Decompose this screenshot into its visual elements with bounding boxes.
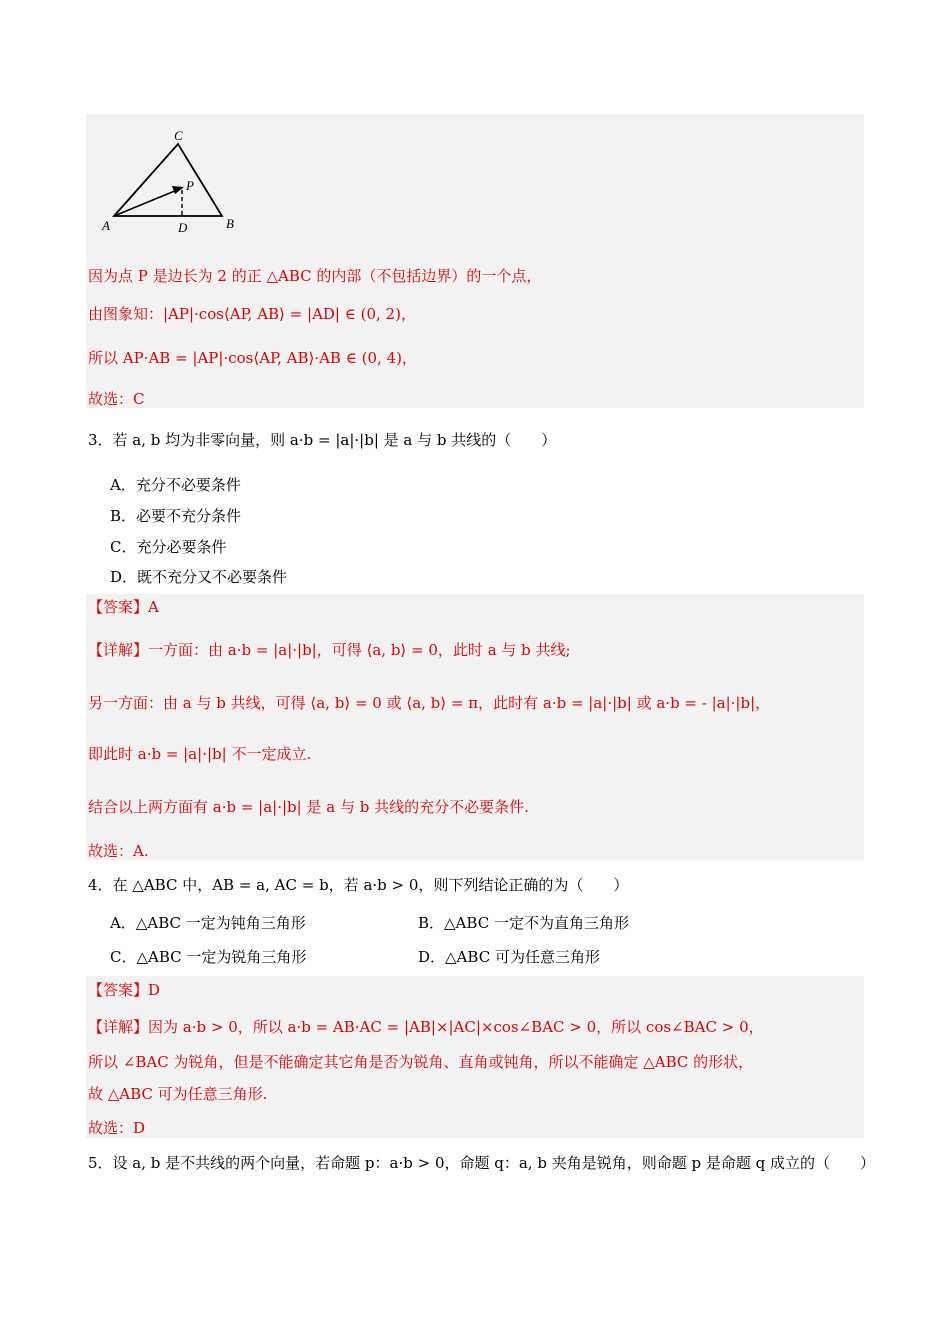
q4-stem: 4．在 △ABC 中，AB = a, AC = b，若 a·b > 0，则下列结论正确的为（ ）	[88, 876, 629, 894]
q3-option-b: B．必要不充分条件	[110, 507, 242, 525]
q3-detail2: 另一方面：由 a 与 b 共线，可得 ⟨a, b⟩ = 0 或 ⟨a, b⟩ = π，此时有 a·b = |a|·|b| 或 a·b = - |a|·|b|，	[88, 694, 771, 712]
triangle-abc	[114, 144, 222, 216]
q5-stem: 5．设 a, b 是不共线的两个向量，若命题 p：a·b > 0，命题 q：a, b 夹角是锐角，则命题 p 是命题 q 成立的（ ）	[88, 1154, 875, 1172]
q3-detail1	[88, 640, 571, 660]
q3-answer: 【答案】A	[88, 598, 159, 616]
q4-option-a: A．△ABC 一定为钝角三角形	[110, 914, 306, 932]
label-d: D	[178, 220, 188, 235]
q4-detail-tag: 【详解】	[88, 1018, 149, 1036]
q4-answer: 【答案】D	[88, 981, 161, 999]
label-c: C	[174, 128, 183, 143]
q3-detail3: 即此时 a·b = |a|·|b| 不一定成立.	[88, 745, 312, 763]
q4-option-c: C．△ABC 一定为锐角三角形	[110, 948, 307, 966]
q3-option-c: C．充分必要条件	[110, 538, 227, 556]
q2-solution-line1: 因为点 P 是边长为 2 的正 △ABC 的内部（不包括边界）的一个点，	[88, 267, 542, 285]
q3-detail1-text: 一方面：由 a·b = |a|·|b|，可得 ⟨a, b⟩ = 0，此时 a 与 b 共线;	[148, 641, 571, 659]
q2-choose: 故选：C	[88, 390, 145, 408]
q4-option-b: B．△ABC 一定不为直角三角形	[418, 914, 629, 932]
q4-detail2: 所以 ∠BAC 为锐角，但是不能确定其它角是否为锐角、直角或钝角，所以不能确定 △ABC 的形状，	[88, 1053, 754, 1071]
label-p: P	[186, 178, 194, 193]
q4-detail3: 故 △ABC 可为任意三角形.	[88, 1085, 268, 1103]
q3-option-a: A．充分不必要条件	[110, 476, 241, 494]
q3-option-d: D．既不充分又不必要条件	[110, 568, 288, 586]
q3-detail-tag: 【详解】	[88, 641, 149, 659]
q3-solution-box	[86, 594, 864, 860]
q4-detail1	[88, 1017, 764, 1037]
vector-ap	[114, 188, 182, 216]
label-a: A	[102, 218, 110, 233]
q4-choose: 故选：D	[88, 1119, 146, 1137]
q3-detail4: 结合以上两方面有 a·b = |a|·|b| 是 a 与 b 共线的充分不必要条件.	[88, 798, 529, 816]
triangle-figure	[96, 124, 246, 239]
q3-stem: 3．若 a, b 均为非零向量，则 a·b = |a|·|b| 是 a 与 b 共线的（ ）	[88, 431, 557, 449]
label-b: B	[226, 216, 234, 231]
q3-choose: 故选：A.	[88, 842, 149, 860]
q2-solution-line3: 所以 AP·AB = |AP|·cos⟨AP, AB⟩·AB ∈ (0, 4)，	[88, 349, 417, 367]
q4-detail1-text: 因为 a·b > 0，所以 a·b = AB·AC = |AB|×|AC|×cos∠BAC > 0，所以 cos∠BAC > 0，	[148, 1018, 764, 1036]
q2-solution-line2: 由图象知：|AP|·cos⟨AP, AB⟩ = |AD| ∈ (0, 2)，	[88, 305, 416, 323]
q4-option-d: D．△ABC 可为任意三角形	[418, 948, 600, 966]
